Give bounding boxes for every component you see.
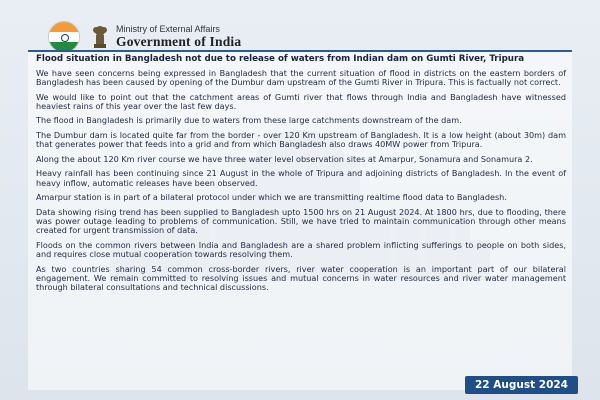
paragraph: Along the about 120 Km river course we have three water level observation sites at Amarpur, Sonamura and Sonamura 2. <box>36 153 533 164</box>
page-header <box>48 20 241 54</box>
paragraph: Heavy rainfall has been continuing since 21 August in the whole of Tripura and adjoining districts of Bangladesh. In the event of heavy inflow, automatic releases have been observed. <box>36 168 566 188</box>
press-release-body <box>36 55 566 298</box>
paragraph: As two countries sharing 54 common cross-border rivers, river water cooperation is an important part of our bilateral engagement. We remain committed to resolving issues and mutual concerns in water resources and river water management through bilateral consultations and technical discussions. <box>36 263 566 292</box>
paragraph: Floods on the common rivers between India and Bangladesh are a shared problem inflicting sufferings to people on both sides, and requires close mutual cooperation towards resolving them. <box>36 239 566 259</box>
government-name: Government of India <box>116 33 242 49</box>
paragraph: The flood in Bangladesh is primarily due to waters from these large catchments downstream of the dam. <box>36 115 462 126</box>
paragraph: Amarpur station is in part of a bilateral protocol under which we are transmitting realtime flood data to Bangladesh. <box>36 192 507 203</box>
ministry-name: Ministry of External Affairs <box>116 24 220 35</box>
paragraph: The Dumbur dam is located quite far from the border - over 120 Km upstream of Bangladesh. It is a low height (about 30m) dam that generates power that feeds into a grid and from which Bangladesh also draws 40MW power from Tripura. <box>36 130 566 150</box>
paragraph: We have seen concerns being expressed in Bangladesh that the current situation of flood in districts on the eastern borders of Bangladesh has been caused by opening of the Dumbur dam upstream of the Gumti River in Tripura. This is factually not correct. <box>36 67 566 87</box>
national-emblem-icon <box>90 22 110 52</box>
paragraph: We would like to point out that the catchment areas of Gumti river that flows through India and Bangladesh have witnessed heaviest rains of this year over the last few days. <box>36 91 566 111</box>
india-flag-icon <box>48 21 80 53</box>
date-badge: 22 August 2024 <box>465 376 578 394</box>
paragraph: Data showing rising trend has been supplied to Bangladesh upto 1500 hrs on 21 August 2024. At 1800 hrs, due to flooding, there was power outage leading to problems of communication. Still, we have tried to maintain communication through other means created for urgent transmission of data. <box>36 206 566 236</box>
page-title: Flood situation in Bangladesh not due to release of waters from Indian dam on Gumti River, Tripura <box>36 54 525 64</box>
